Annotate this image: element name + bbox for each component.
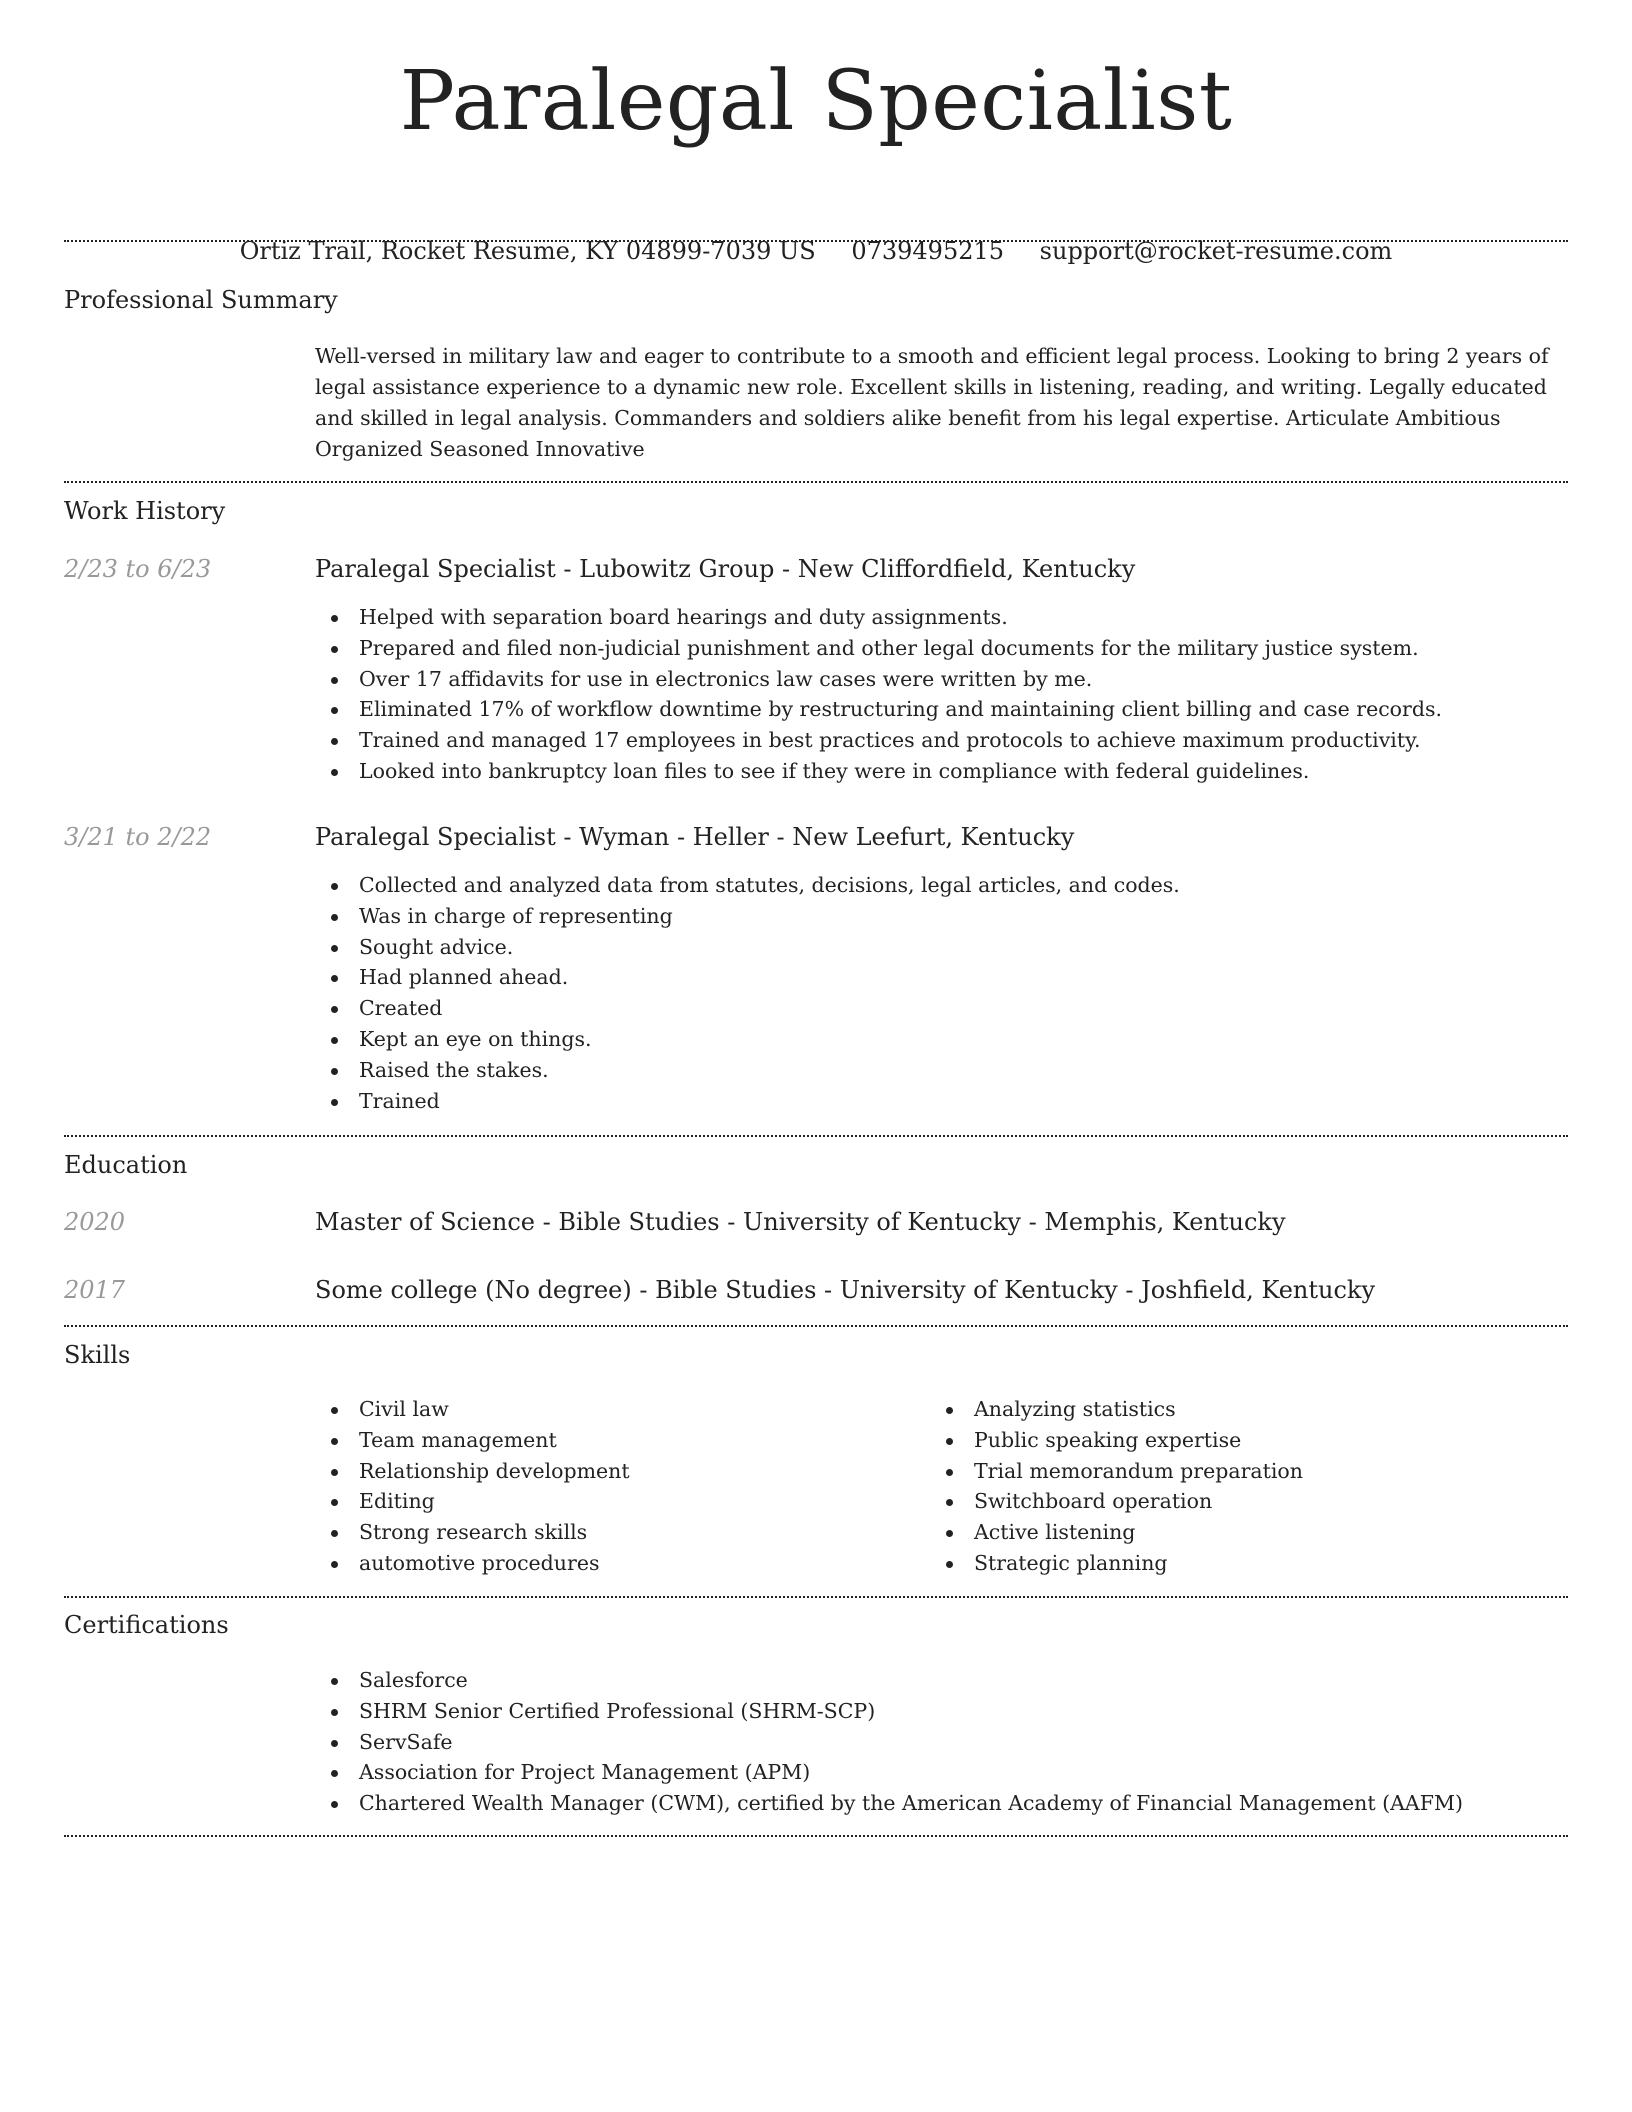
- list-item: Eliminated 17% of workflow downtime by restructuring and maintaining client billing and case records.: [315, 694, 1568, 725]
- education-heading: Master of Science - Bible Studies - University of Kentucky - Memphis, Kentucky: [315, 1208, 1286, 1236]
- list-item: Created: [315, 993, 1568, 1024]
- list-item: Collected and analyzed data from statutes, decisions, legal articles, and codes.: [315, 870, 1568, 901]
- skills-list-left: [315, 1394, 915, 1579]
- list-item: Chartered Wealth Manager (CWM), certified by the American Academy of Financial Management (AAFM): [315, 1788, 1568, 1819]
- list-item: Kept an eye on things.: [315, 1024, 1568, 1055]
- divider: [64, 481, 1568, 483]
- certifications-section-title: Certifications: [64, 1611, 229, 1639]
- list-item: Trained: [315, 1086, 1568, 1117]
- list-item: Trial memorandum preparation: [930, 1456, 1530, 1487]
- resume-page: [64, 0, 1568, 1816]
- skills-list-right: [930, 1394, 1530, 1579]
- list-item: Looked into bankruptcy loan files to see if they were in compliance with federal guidelines.: [315, 756, 1568, 787]
- skills-section-title: Skills: [64, 1341, 131, 1369]
- list-item: Civil law: [315, 1394, 915, 1425]
- contact-address: Ortiz Trail, Rocket Resume, KY 04899-7039 US: [239, 237, 816, 265]
- skills-column-left: [315, 1394, 915, 1579]
- list-item: Strong research skills: [315, 1517, 915, 1548]
- job-bullet-list: [315, 870, 1568, 1116]
- list-item: Prepared and filed non-judicial punishment and other legal documents for the military justice system.: [315, 633, 1568, 664]
- list-item: Raised the stakes.: [315, 1055, 1568, 1086]
- summary-text: Well-versed in military law and eager to contribute to a smooth and efficient legal process. Looking to bring 2 years of legal assistance experience to a dynamic new role. Excellent skills in listening, reading, and writing. Legally educated and skilled in legal analysis. Commanders and soldiers alike benefit from his legal expertise. Articulate Ambitious Organized Seasoned Innovative: [315, 344, 1549, 461]
- list-item: Active listening: [930, 1517, 1530, 1548]
- list-item: Team management: [315, 1425, 915, 1456]
- list-item: Sought advice.: [315, 932, 1568, 963]
- education-year: 2020: [64, 1208, 126, 1236]
- education-year: 2017: [64, 1276, 126, 1304]
- list-item: Analyzing statistics: [930, 1394, 1530, 1425]
- divider: [64, 1835, 1568, 1837]
- list-item: Association for Project Management (APM): [315, 1757, 1568, 1788]
- job-dates: 3/21 to 2/22: [64, 823, 212, 851]
- divider: [64, 1135, 1568, 1137]
- education-heading: Some college (No degree) - Bible Studies - University of Kentucky - Joshfield, Kentucky: [315, 1276, 1376, 1304]
- contact-email: support@rocket-resume.com: [1039, 237, 1393, 265]
- candidate-name: Paralegal Specialist: [399, 54, 1233, 149]
- certifications-list: [315, 1665, 1568, 1819]
- list-item: Salesforce: [315, 1665, 1568, 1696]
- job-bullet-list: [315, 602, 1568, 787]
- job-bullets: [315, 602, 1568, 787]
- summary-section-title: Professional Summary: [64, 286, 338, 314]
- list-item: Trained and managed 17 employees in best practices and protocols to achieve maximum productivity.: [315, 725, 1568, 756]
- list-item: Public speaking expertise: [930, 1425, 1530, 1456]
- list-item: Had planned ahead.: [315, 962, 1568, 993]
- job-heading: Paralegal Specialist - Lubowitz Group - New Cliffordfield, Kentucky: [315, 555, 1136, 583]
- list-item: Over 17 affidavits for use in electronics law cases were written by me.: [315, 664, 1568, 695]
- list-item: Helped with separation board hearings and duty assignments.: [315, 602, 1568, 633]
- divider: [64, 240, 1568, 242]
- list-item: Strategic planning: [930, 1548, 1530, 1579]
- divider: [64, 1596, 1568, 1598]
- contact-phone: 0739495215: [851, 237, 1005, 265]
- job-heading: Paralegal Specialist - Wyman - Heller - New Leefurt, Kentucky: [315, 823, 1075, 851]
- list-item: Switchboard operation: [930, 1486, 1530, 1517]
- list-item: SHRM Senior Certified Professional (SHRM-SCP): [315, 1696, 1568, 1727]
- education-section-title: Education: [64, 1151, 188, 1179]
- job-bullets: [315, 870, 1568, 1116]
- list-item: Was in charge of representing: [315, 901, 1568, 932]
- list-item: Relationship development: [315, 1456, 915, 1487]
- divider: [64, 1325, 1568, 1327]
- list-item: ServSafe: [315, 1727, 1568, 1758]
- list-item: Editing: [315, 1486, 915, 1517]
- skills-column-right: [930, 1394, 1530, 1579]
- list-item: automotive procedures: [315, 1548, 915, 1579]
- work-section-title: Work History: [64, 497, 226, 525]
- job-dates: 2/23 to 6/23: [64, 555, 212, 583]
- certifications-block: [315, 1665, 1568, 1819]
- summary-block: [315, 341, 1568, 465]
